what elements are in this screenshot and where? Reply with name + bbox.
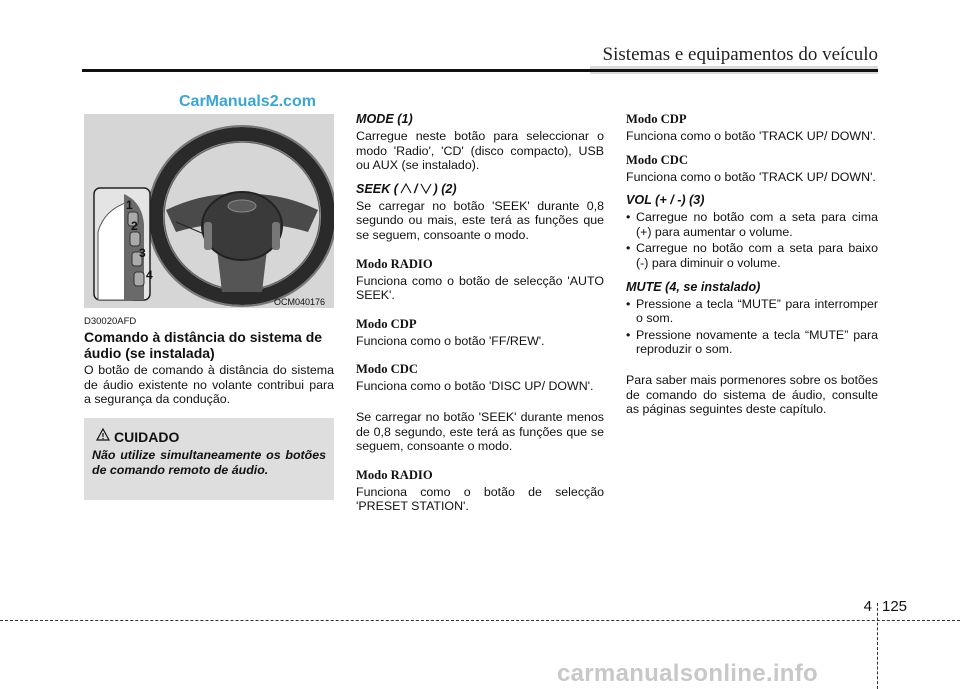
mute-bullet-2: • Pressione novamente a tecla “MUTE” para reproduzir o som. — [626, 328, 878, 357]
footer-rule — [0, 620, 960, 621]
cdc-mode-heading-right: Modo CDC — [626, 152, 688, 167]
cdc-mode-text-right: Funciona como o botão 'TRACK UP/ DOWN'. — [626, 169, 876, 184]
intro-paragraph: O botão de comando à distância do sistema de áudio existente no volante contribui para a segurança da condução. — [84, 363, 334, 407]
callout-4: 4 — [146, 268, 153, 282]
right-column — [626, 112, 878, 417]
callout-2: 2 — [131, 219, 138, 233]
watermark-link[interactable]: CarManuals2.com — [179, 93, 316, 110]
middle-column — [356, 112, 604, 514]
cdp-mode-heading: Modo CDP — [356, 316, 417, 331]
chevron-down-icon — [420, 183, 432, 194]
seek-heading-separator: / — [414, 181, 418, 196]
seek-short-text: Se carregar no botão 'SEEK' durante menos de 0,8 segundo, este terá as funções que se seguem, consoante o modo. — [356, 409, 604, 454]
cdc-mode-heading: Modo CDC — [356, 362, 418, 377]
chevron-up-icon — [400, 183, 412, 194]
figure-code: OCM040176 — [274, 297, 326, 307]
cdp-mode-text-right: Funciona como o botão 'TRACK UP/ DOWN'. — [626, 129, 876, 143]
steering-wheel-illustration — [84, 114, 334, 308]
mode-heading: MODE (1) — [356, 112, 413, 126]
closing-paragraph: Para saber mais pormenores sobre os botões de comando do sistema de áudio, consulte as páginas seguintes deste capítulo. — [626, 372, 878, 417]
vol-heading: VOL (+ / -) (3) — [626, 193, 705, 208]
caution-box — [84, 418, 334, 500]
seek-heading — [356, 182, 604, 197]
warning-triangle-icon — [96, 428, 110, 441]
radio-mode-text-2: Funciona como o botão de selecção 'PRESET STATION'. — [356, 484, 604, 514]
section-code: D30020AFD — [84, 316, 137, 327]
callout-3: 3 — [139, 246, 146, 260]
radio-mode-heading: Modo RADIO — [356, 256, 433, 271]
footer-divider — [877, 603, 878, 689]
caution-text: Não utilize simultaneamente os botões de comando remoto de áudio. — [92, 448, 326, 477]
callout-1: 1 — [126, 198, 133, 212]
cdc-mode-text: Funciona como o botão 'DISC UP/ DOWN'. — [356, 379, 594, 394]
steering-wheel-figure — [84, 114, 334, 308]
section-title: Comando à distância do sistema de áudio (se instalada) — [84, 329, 323, 361]
page-number: 125 — [882, 598, 908, 615]
mute-heading: MUTE (4, se instalado) — [626, 279, 761, 294]
header-rule — [82, 69, 878, 72]
radio-mode-heading-2: Modo RADIO — [356, 467, 433, 482]
seek-heading-end: ) (2) — [433, 181, 457, 196]
vol-bullet-down: • Carregue no botão com a seta para baixo (-) para diminuir o volume. — [626, 241, 878, 270]
seek-text: Se carregar no botão 'SEEK' durante 0,8 segundo ou mais, este terá as funções que se seguem, consoante o modo. — [356, 198, 604, 242]
page-header-title: Sistemas e equipamentos do veículo — [602, 44, 878, 65]
watermark-footer[interactable]: carmanualsonline.info — [557, 660, 819, 687]
cdp-mode-heading-right: Modo CDP — [626, 112, 687, 126]
mute-bullet-1: • Pressione a tecla “MUTE” para interromper o som. — [626, 297, 878, 326]
chapter-number: 4 — [863, 598, 872, 615]
caution-title: CUIDADO — [114, 429, 180, 445]
seek-heading-start: SEEK ( — [356, 181, 398, 196]
cdp-mode-text: Funciona como o botão 'FF/REW'. — [356, 333, 545, 348]
mode-text: Carregue neste botão para seleccionar o modo 'Radio', 'CD' (disco compacto), USB ou AUX (se instalado). — [356, 129, 604, 173]
radio-mode-text: Funciona como o botão de selecção 'AUTO SEEK'. — [356, 273, 604, 303]
vol-bullet-up: • Carregue no botão com a seta para cima (+) para aumentar o volume. — [626, 210, 878, 239]
